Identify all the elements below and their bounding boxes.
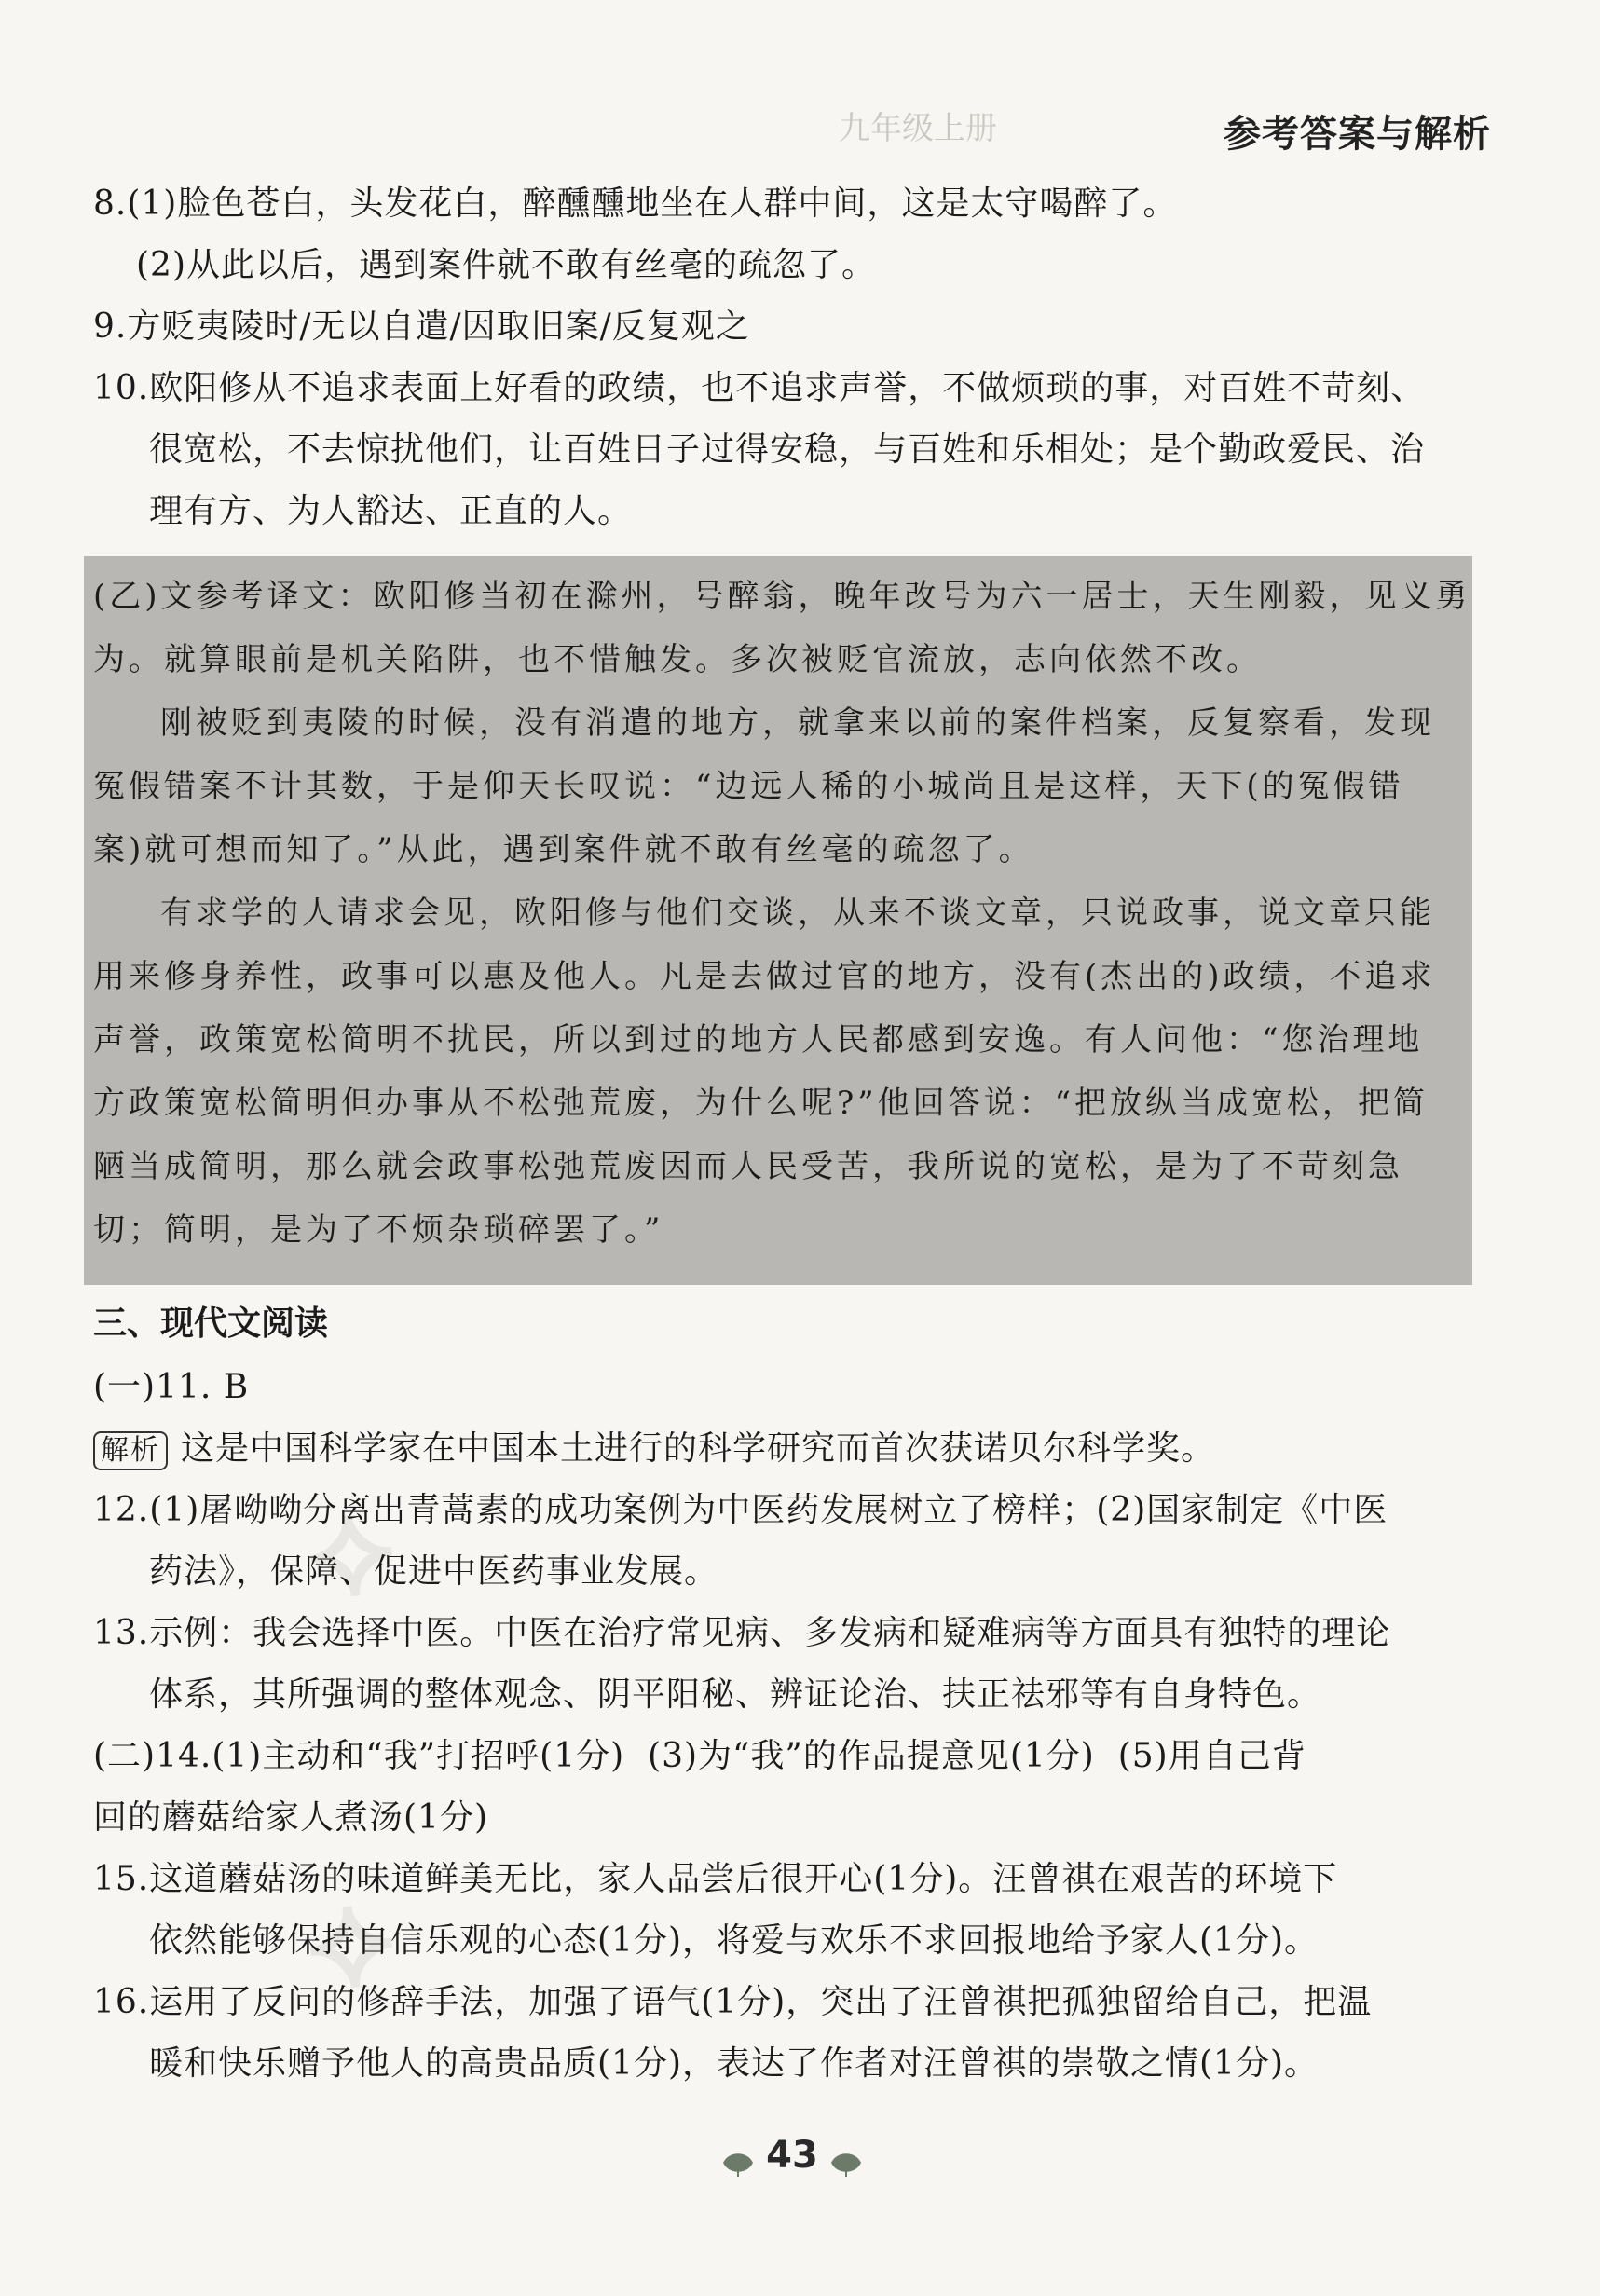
answer-13-line2: 体系，其所强调的整体观念、阴平阳秘、辨证论治、扶正祛邪等有自身特色。 (149, 1675, 1322, 1714)
translation-line: 冤假错案不计其数，于是仰天长叹说：“边远人稀的小城尚且是这样，天下(的冤假错 (93, 768, 1404, 805)
answer-16-line2: 暖和快乐赠予他人的高贵品质(1分)，表达了作者对汪曾祺的崇敬之情(1分)。 (149, 2044, 1319, 2083)
translation-line: 案)就可想而知了。”从此，遇到案件就不敢有丝毫的疏忽了。 (93, 831, 1034, 868)
page-footer (652, 2134, 932, 2177)
watermark: ⟡ (299, 1859, 402, 2020)
answer-8-1: 8.(1)脸色苍白，头发花白，醉醺醺地坐在人群中间，这是太守喝醉了。 (93, 184, 1178, 223)
answer-content (93, 182, 1471, 2103)
translation-line: 声誉，政策宽松简明不扰民，所以到过的地方人民都感到安逸。有人问他：“您治理地 (93, 1021, 1424, 1059)
translation-line: 刚被贬到夷陵的时候，没有消遣的地方，就拿来以前的案件档案，反复察看，发现 (160, 704, 1435, 742)
answer-12-line2: 药法》，保障、促进中医药事业发展。 (149, 1552, 719, 1591)
translation-line: 切；简明，是为了不烦杂琐碎罢了。” (93, 1211, 664, 1249)
page-number: 43 (766, 2134, 818, 2177)
answer-12-line1: 12.(1)屠呦呦分离出青蒿素的成功案例为中医药发展树立了榜样；(2)国家制定《中医 (93, 1491, 1388, 1529)
answer-10-line3: 理有方、为人豁达、正直的人。 (149, 492, 633, 530)
answer-13-line1: 13.示例：我会选择中医。中医在治疗常见病、多发病和疑难病等方面具有独特的理论 (93, 1614, 1391, 1652)
answer-10-line1: 10.欧阳修从不追求表面上好看的政绩，也不追求声誉，不做烦琐的事，对百姓不苛刻、 (93, 369, 1426, 407)
answer-15-line2: 依然能够保持自信乐观的心态(1分)，将爱与欢乐不求回报地给予家人(1分)。 (149, 1921, 1319, 1960)
translation-line: 陋当成简明，那么就会政事松弛荒废因而人民受苦，我所说的宽松，是为了不苛刻急 (93, 1148, 1403, 1185)
answer-9: 9.方贬夷陵时/无以自遣/因取旧案/反复观之 (93, 308, 750, 346)
analysis-tag: 解析 (93, 1431, 168, 1470)
translation-line: (乙)文参考译文：欧阳修当初在滁州，号醉翁，晚年改号为六一居士，天生刚毅，见义勇 (93, 578, 1471, 615)
translation-line: 方政策宽松简明但办事从不松弛荒废，为什么呢?”他回答说：“把放纵当成宽松，把简 (93, 1085, 1429, 1122)
analysis-row (93, 1427, 1463, 1471)
analysis-text: 这是中国科学家在中国本土进行的科学研究而首次获诺贝尔科学奖。 (181, 1429, 1216, 1468)
answer-10-line2: 很宽松，不去惊扰他们，让百姓日子过得安稳，与百姓和乐相处；是个勤政爱民、治 (149, 430, 1426, 469)
answer-16-line1: 16.运用了反问的修辞手法，加强了语气(1分)，突出了汪曾祺把孤独留给自己，把温 (93, 1983, 1373, 2021)
answer-8-2: (2)从此以后，遇到案件就不敢有丝毫的疏忽了。 (136, 246, 876, 284)
leaf-icon (827, 2143, 865, 2171)
translation-line: 用来修身养性，政事可以惠及他人。凡是去做过官的地方，没有(杰出的)政绩，不追求 (93, 958, 1436, 995)
answer-14-line2: 回的蘑菇给家人煮汤(1分) (93, 1798, 488, 1837)
translation-line: 有求学的人请求会见，欧阳修与他们交谈，从来不谈文章，只说政事，说文章只能 (160, 895, 1435, 932)
page-header-title: 参考答案与解析 (1224, 113, 1491, 156)
section-title: 三、现代文阅读 (93, 1305, 329, 1343)
translation-line: 为。就算眼前是机关陷阱，也不惜触发。多次被贬官流放，志向依然不改。 (93, 641, 1262, 678)
answer-14-line1: (二)14.(1)主动和“我”打招呼(1分) (3)为“我”的作品提意见(1分) (5)用自己背 (93, 1737, 1306, 1775)
bleed-through-text: 九年级上册 (839, 110, 997, 147)
answer-11: (一)11. B (93, 1368, 250, 1406)
watermark: ⟡ (299, 1468, 402, 1629)
translation-box (84, 556, 1472, 1285)
leaf-icon (719, 2143, 757, 2171)
answer-15-line1: 15.这道蘑菇汤的味道鲜美无比，家人品尝后很开心(1分)。汪曾祺在艰苦的环境下 (93, 1860, 1338, 1898)
